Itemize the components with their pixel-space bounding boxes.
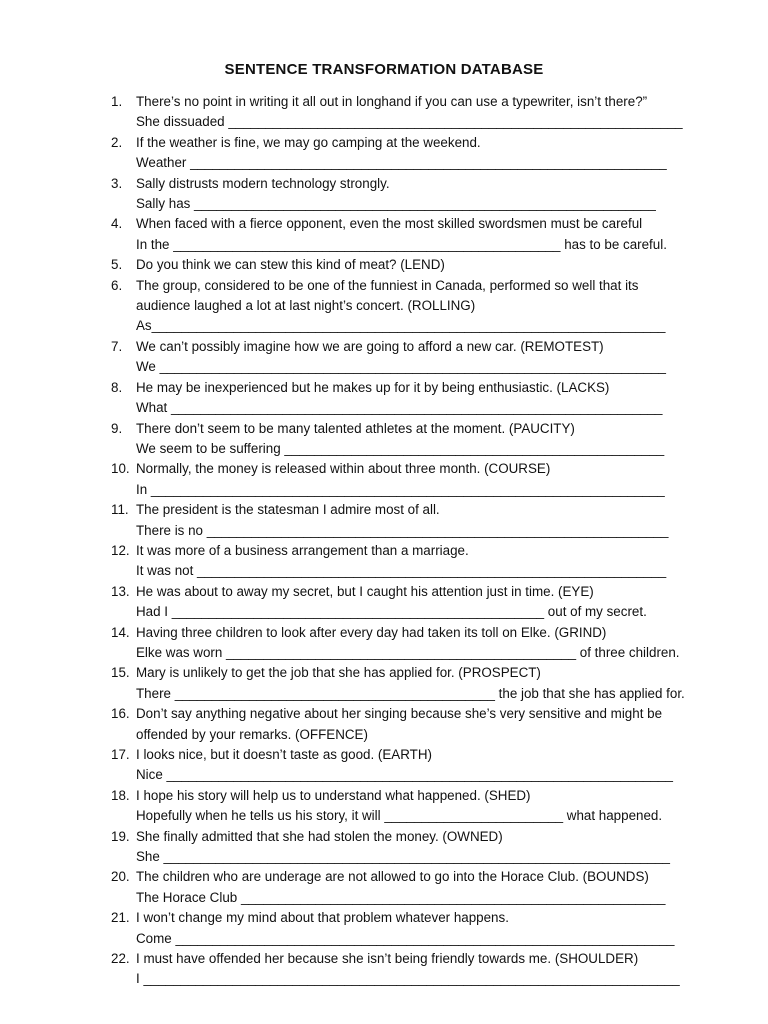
exercise-number: 10.	[111, 461, 130, 477]
exercise-number: 17.	[111, 747, 130, 762]
exercise-item	[0, 255, 768, 275]
exercise-prompt: The president is the statesman I admire most of all.	[136, 502, 440, 518]
exercise-prompt: We can’t possibly imagine how we are going to afford a new car. (REMOTEST)	[136, 338, 604, 354]
exercise-number: 5.	[111, 257, 123, 273]
exercise-line: In the ____________________________________________________ has to be careful.	[136, 236, 667, 252]
exercise-line: Elke was worn _______________________________________________ of three children.	[136, 644, 680, 660]
exercise-item	[0, 867, 768, 908]
exercise-prompt: Normally, the money is released within about three month. (COURSE)	[136, 461, 551, 477]
exercise-line: offended by your remarks. (OFFENCE)	[136, 726, 368, 742]
exercise-prompt: Sally distrusts modern technology strongly.	[136, 175, 390, 191]
exercise-item	[0, 419, 768, 460]
exercise-line: We seem to be suffering ___________________________________________________	[136, 440, 665, 456]
exercise-number: 2.	[111, 134, 123, 150]
exercise-number: 22.	[111, 951, 130, 967]
exercise-prompt: It was more of a business arrangement than a marriage.	[136, 542, 469, 558]
exercise-prompt: Mary is unlikely to get the job that she has applied for. (PROSPECT)	[136, 665, 541, 681]
exercise-item	[0, 623, 768, 664]
exercise-prompt: The group, considered to be one of the funniest in Canada, performed so well that its	[136, 277, 639, 293]
exercise-line: Hopefully when he tells us his story, it will ________________________ what happened.	[136, 808, 663, 824]
exercise-number: 11.	[111, 502, 129, 518]
exercise-line: I ________________________________________________________________________	[136, 971, 680, 987]
exercise-prompt: She finally admitted that she had stolen the money. (OWNED)	[136, 828, 503, 844]
exercise-line: audience laughed a lot at last night’s concert. (ROLLING)	[136, 298, 476, 314]
exercise-line: There ___________________________________________ the job that she has applied for.	[136, 685, 685, 701]
exercise-prompt: Don’t say anything negative about her singing because she’s very sensitive and might be	[136, 706, 663, 722]
exercise-number: 6.	[111, 277, 123, 293]
exercise-prompt: I must have offended her because she isn’t being friendly towards me. (SHOULDER)	[136, 951, 639, 967]
exercise-item	[0, 378, 768, 419]
exercise-line: Weather ________________________________________________________________	[136, 155, 667, 171]
exercise-number: 9.	[111, 420, 123, 436]
exercise-number: 20.	[111, 869, 130, 885]
exercise-item	[0, 459, 768, 500]
exercise-prompt: I won’t change my mind about that problem whatever happens.	[136, 910, 509, 926]
exercise-number: 4.	[111, 216, 123, 232]
exercise-item	[0, 276, 768, 337]
exercise-item	[0, 174, 768, 215]
exercise-number: 16.	[111, 706, 130, 722]
exercise-item	[0, 704, 768, 745]
exercise-prompt: When faced with a fierce opponent, even the most skilled swordsmen must be careful	[136, 216, 643, 232]
exercise-prompt: The children who are underage are not allowed to go into the Horace Club. (BOUNDS)	[136, 869, 649, 885]
exercise-prompt: There’s no point in writing it all out in longhand if you can use a typewriter, isn’t there?”	[136, 94, 648, 109]
exercise-item	[0, 541, 768, 582]
exercise-prompt: If the weather is fine, we may go camping at the weekend.	[136, 134, 481, 150]
exercise-line: Come ___________________________________________________________________	[136, 930, 675, 946]
exercise-item	[0, 500, 768, 541]
exercise-prompt: There don’t seem to be many talented athletes at the moment. (PAUCITY)	[136, 420, 575, 436]
exercise-prompt: I hope his story will help us to understand what happened. (SHED)	[136, 787, 531, 803]
exercise-item	[0, 133, 768, 174]
exercise-item	[0, 214, 768, 255]
exercise-line: It was not _______________________________________________________________	[136, 563, 667, 579]
exercise-list	[0, 92, 768, 990]
exercise-line: Sally has ______________________________________________________________	[136, 196, 656, 212]
page-title: SENTENCE TRANSFORMATION DATABASE	[224, 61, 544, 78]
exercise-item	[0, 337, 768, 378]
exercise-number: 12.	[111, 542, 130, 558]
exercise-line: We ____________________________________________________________________	[136, 359, 666, 375]
exercise-number: 19.	[111, 828, 130, 844]
exercise-number: 8.	[111, 379, 123, 395]
exercise-prompt: Having three children to look after every day had taken its toll on Elke. (GRIND)	[136, 624, 607, 640]
exercise-line: There is no ______________________________________________________________	[136, 522, 669, 538]
exercise-item	[0, 949, 768, 990]
exercise-line: What __________________________________________________________________	[136, 400, 663, 416]
exercise-line: Had I __________________________________________________ out of my secret.	[136, 604, 647, 620]
exercise-line: In _____________________________________________________________________	[136, 481, 665, 497]
exercise-line: She dissuaded _____________________________________________________________	[136, 114, 683, 130]
exercise-number: 13.	[111, 583, 130, 599]
exercise-item	[0, 908, 768, 949]
exercise-prompt: He was about to away my secret, but I caught his attention just in time. (EYE)	[136, 583, 594, 599]
exercise-line: As_____________________________________________________________________	[136, 318, 666, 334]
exercise-number: 21.	[111, 910, 130, 926]
exercise-number: 18.	[111, 787, 130, 803]
exercise-item	[0, 827, 768, 868]
exercise-item	[0, 663, 768, 704]
exercise-number: 3.	[111, 175, 123, 191]
exercise-item	[0, 92, 768, 133]
exercise-line: Nice ____________________________________________________________________	[136, 767, 673, 783]
exercise-item	[0, 786, 768, 827]
exercise-number: 14.	[111, 624, 130, 640]
exercise-line: She ____________________________________________________________________	[136, 849, 670, 865]
exercise-number: 7.	[111, 338, 123, 354]
exercise-item	[0, 582, 768, 623]
exercise-line: The Horace Club _________________________________________________________	[136, 889, 666, 905]
exercise-number: 15.	[111, 665, 130, 681]
exercise-prompt: I looks nice, but it doesn’t taste as good. (EARTH)	[136, 747, 432, 762]
exercise-prompt: Do you think we can stew this kind of meat? (LEND)	[136, 257, 445, 273]
exercise-item	[0, 745, 768, 786]
exercise-number: 1.	[111, 94, 123, 109]
exercise-prompt: He may be inexperienced but he makes up for it by being enthusiastic. (LACKS)	[136, 379, 610, 395]
